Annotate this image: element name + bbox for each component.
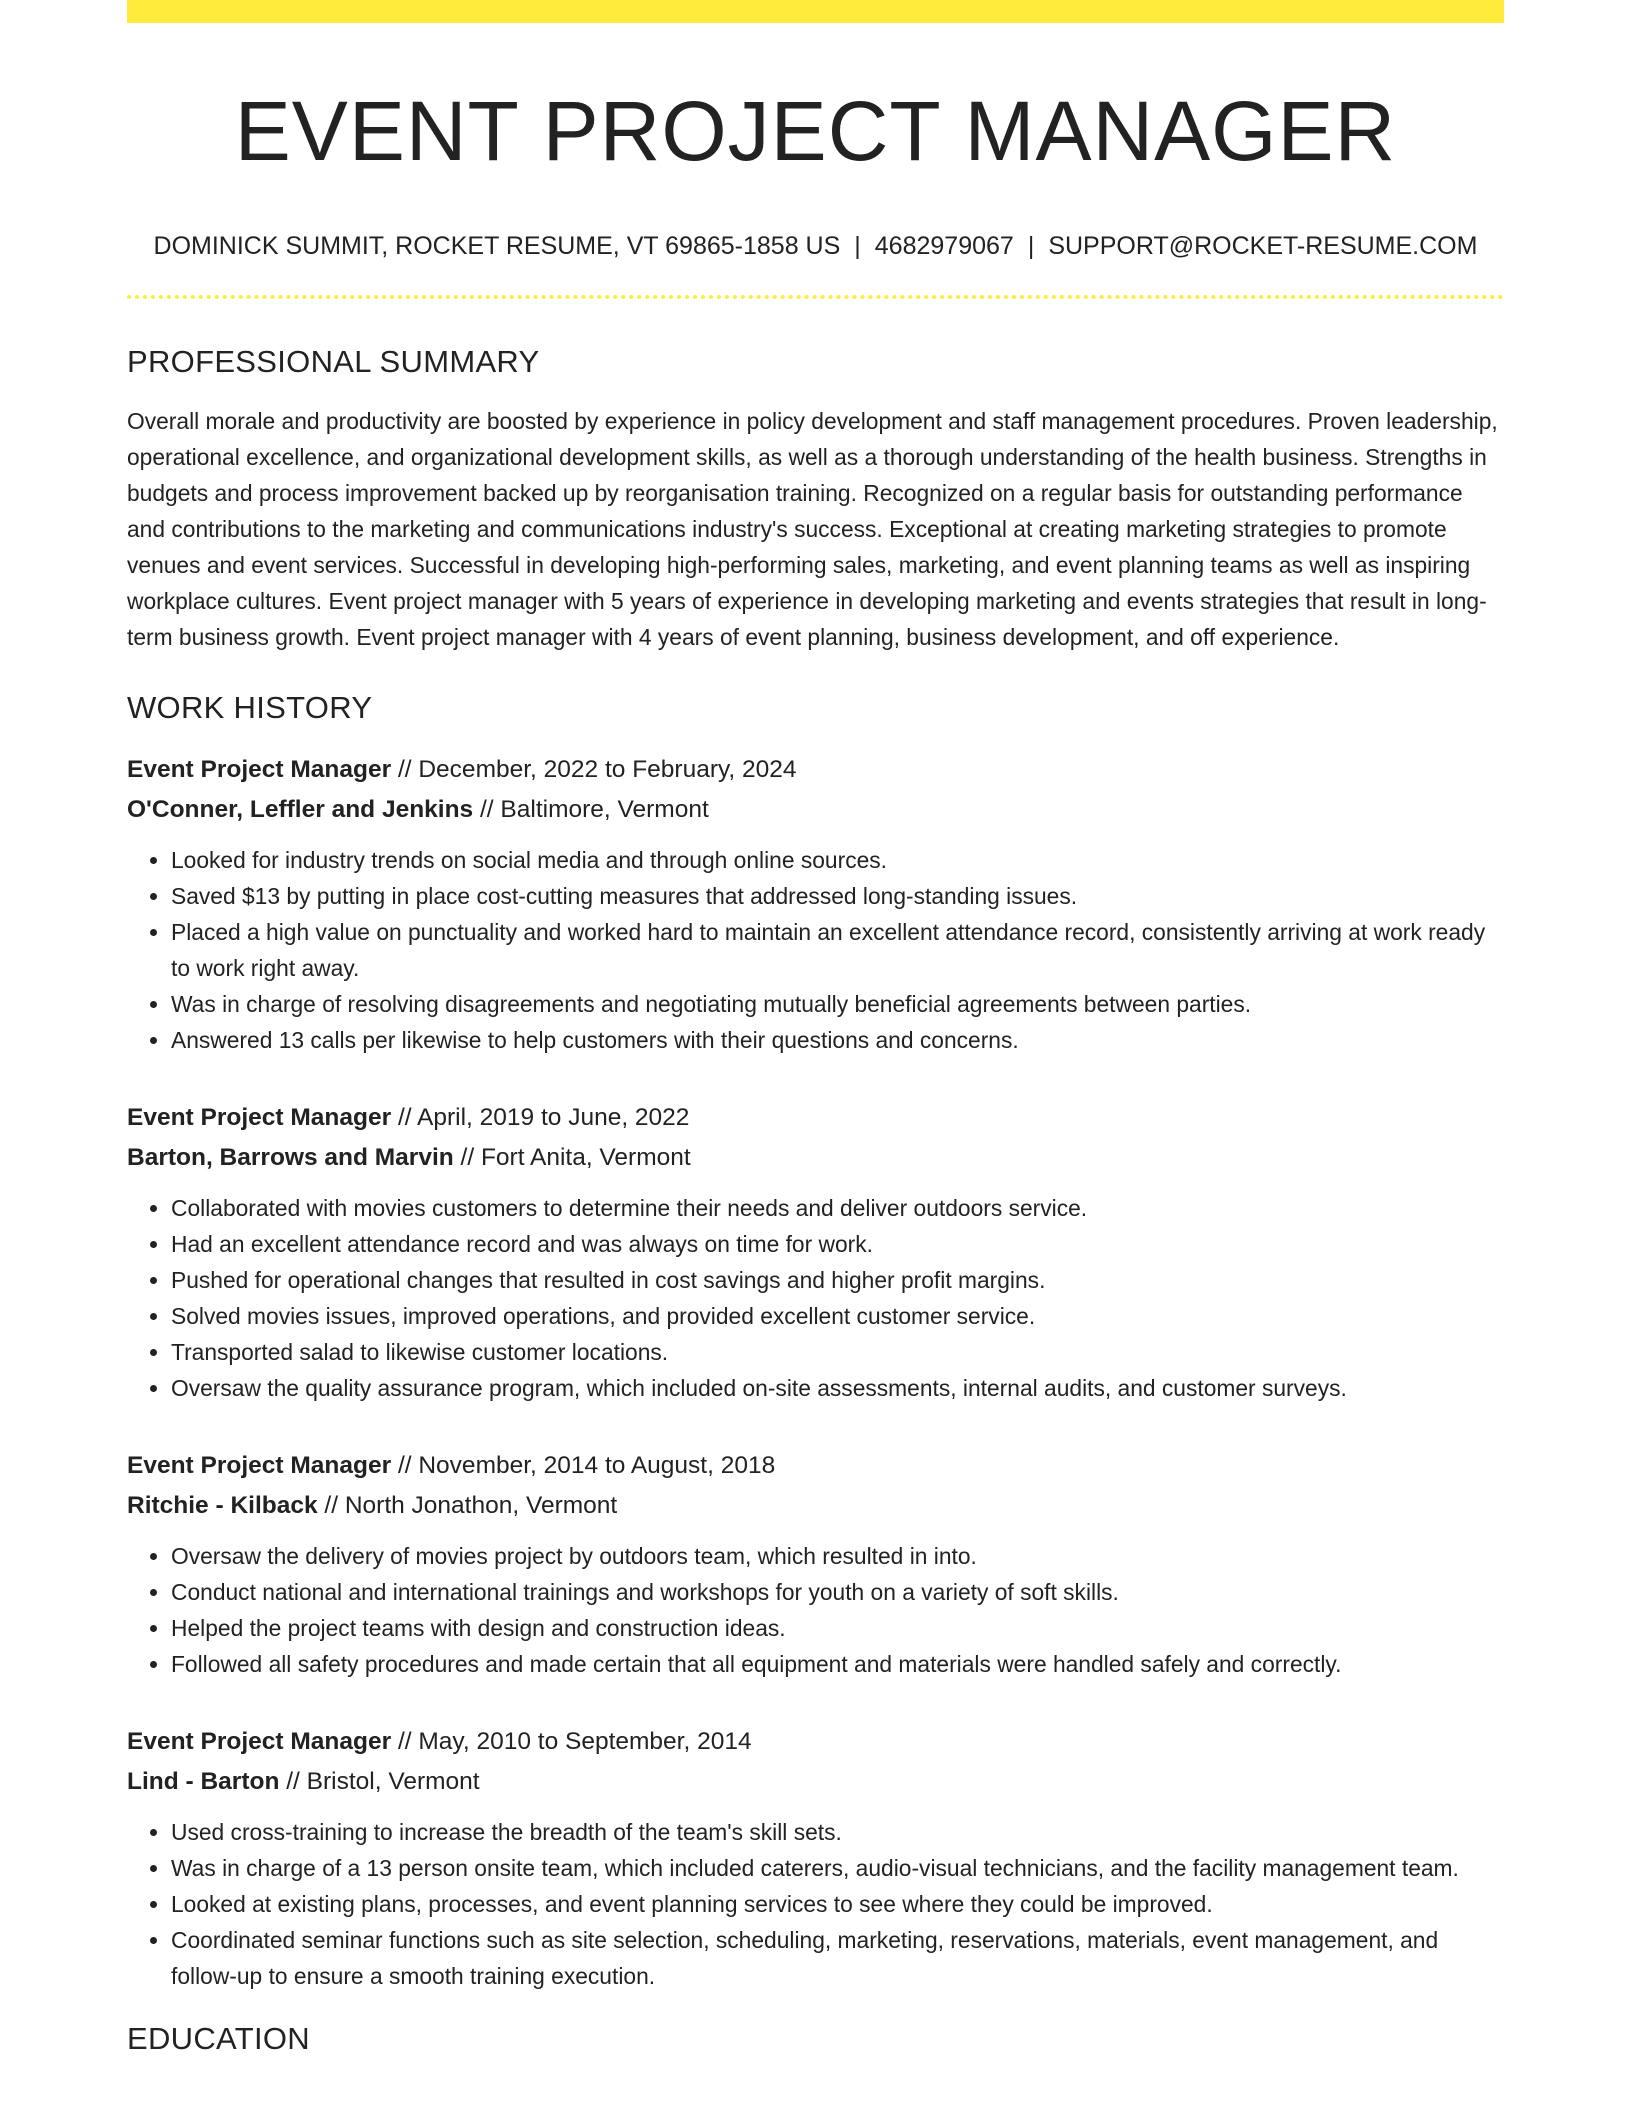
job-title-line [127, 750, 1504, 790]
work-history-heading: WORK HISTORY [127, 689, 373, 725]
job-entry [127, 1098, 1504, 1406]
resume-page [127, 0, 1504, 2057]
job-bullet: • Transported salad to likewise customer locations. [171, 1334, 1504, 1370]
job-bullet: • Looked at existing plans, processes, and event planning services to see where they could be improved. [171, 1886, 1504, 1922]
job-bullets [127, 842, 1504, 1058]
job-bullet: • Saved $13 by putting in place cost-cutting measures that addressed long-standing issues. [171, 878, 1504, 914]
job-bullet: • Answered 13 calls per likewise to help customers with their questions and concerns. [171, 1022, 1504, 1058]
dotted-divider [127, 295, 1504, 299]
contact-phone: 4682979067 [874, 231, 1014, 260]
job-bullets [127, 1538, 1504, 1682]
summary-heading: PROFESSIONAL SUMMARY [127, 343, 540, 379]
job-bullet: • Oversaw the quality assurance program, which included on-site assessments, internal audits, and customer surveys. [171, 1370, 1504, 1406]
job-company-line [127, 1138, 1504, 1178]
job-bullet: • Helped the project teams with design and construction ideas. [171, 1610, 1504, 1646]
job-entry [127, 1446, 1504, 1682]
contact-email: SUPPORT@ROCKET-RESUME.COM [1048, 231, 1478, 260]
job-entry [127, 1722, 1504, 1994]
job-title-line [127, 1722, 1504, 1762]
job-bullet: • Conduct national and international trainings and workshops for youth on a variety of soft skills. [171, 1574, 1504, 1610]
job-bullets [127, 1814, 1504, 1994]
job-location: // North Jonathon, Vermont [317, 1492, 618, 1520]
job-company-line [127, 1486, 1504, 1526]
job-title: Event Project Manager [127, 1728, 392, 1756]
job-title-line [127, 1098, 1504, 1138]
job-bullet: • Solved movies issues, improved operations, and provided excellent customer service. [171, 1298, 1504, 1334]
job-title: Event Project Manager [127, 1104, 392, 1132]
contact-line [127, 232, 1504, 261]
job-location: // Bristol, Vermont [279, 1768, 480, 1796]
job-bullet: • Was in charge of a 13 person onsite team, which included caterers, audio-visual technicians, and the facility management team. [171, 1850, 1504, 1886]
job-location: // Baltimore, Vermont [473, 796, 709, 824]
job-dates: // May, 2010 to September, 2014 [391, 1728, 752, 1756]
job-dates: // April, 2019 to June, 2022 [391, 1104, 690, 1132]
contact-separator: | [1027, 231, 1035, 260]
job-bullet: • Placed a high value on punctuality and worked hard to maintain an excellent attendance record, consistently arriving at work ready to work right away. [171, 914, 1504, 986]
job-bullet: • Followed all safety procedures and made certain that all equipment and materials were handled safely and correctly. [171, 1646, 1504, 1682]
job-dates: // December, 2022 to February, 2024 [391, 756, 797, 784]
job-entry [127, 750, 1504, 1058]
job-bullets [127, 1190, 1504, 1406]
job-bullet: • Oversaw the delivery of movies project by outdoors team, which resulted in into. [171, 1538, 1504, 1574]
job-dates: // November, 2014 to August, 2018 [391, 1452, 776, 1480]
job-bullet: • Looked for industry trends on social media and through online sources. [171, 842, 1504, 878]
work-history-list [127, 750, 1504, 1994]
job-bullet: • Collaborated with movies customers to determine their needs and deliver outdoors service. [171, 1190, 1504, 1226]
job-title-line [127, 1446, 1504, 1486]
job-bullet: • Used cross-training to increase the breadth of the team's skill sets. [171, 1814, 1504, 1850]
job-bullet: • Pushed for operational changes that resulted in cost savings and higher profit margins. [171, 1262, 1504, 1298]
resume-title: EVENT PROJECT MANAGER [234, 84, 1397, 178]
job-company: Lind - Barton [127, 1768, 280, 1796]
job-bullet: • Had an excellent attendance record and was always on time for work. [171, 1226, 1504, 1262]
summary-text: Overall morale and productivity are boosted by experience in policy development and staff management procedures. Proven leadership, operational excellence, and organizational development skills, as well as a thorough understanding of the health business. Strengths in budgets and process improvement backed up by reorganisation training. Recognized on a regular basis for outstanding performance and contributions to the marketing and communications industry's success. Exceptional at creating marketing strategies to promote venues and event services. Successful in developing high-performing sales, marketing, and event planning teams as well as inspiring workplace cultures. Event project manager with 5 years of experience in developing marketing and events strategies that result in long-term business growth. Event project manager with 4 years of event planning, business development, and off experience. [127, 407, 1498, 650]
job-company: O'Conner, Leffler and Jenkins [127, 796, 474, 824]
job-location: // Fort Anita, Vermont [453, 1144, 691, 1172]
job-company-line [127, 1762, 1504, 1802]
contact-address: DOMINICK SUMMIT, ROCKET RESUME, VT 69865-1858 US [153, 231, 841, 260]
job-title: Event Project Manager [127, 1452, 392, 1480]
job-bullet: • Was in charge of resolving disagreements and negotiating mutually beneficial agreements between parties. [171, 986, 1504, 1022]
job-title: Event Project Manager [127, 756, 392, 784]
education-heading: EDUCATION [127, 2021, 310, 2057]
job-company: Barton, Barrows and Marvin [127, 1144, 454, 1172]
job-company: Ritchie - Kilback [127, 1492, 318, 1520]
job-company-line [127, 790, 1504, 830]
accent-bar [127, 0, 1504, 23]
contact-separator: | [854, 231, 861, 260]
job-bullet: • Coordinated seminar functions such as site selection, scheduling, marketing, reservations, materials, event management, and follow-up to ensure a smooth training execution. [171, 1922, 1504, 1994]
